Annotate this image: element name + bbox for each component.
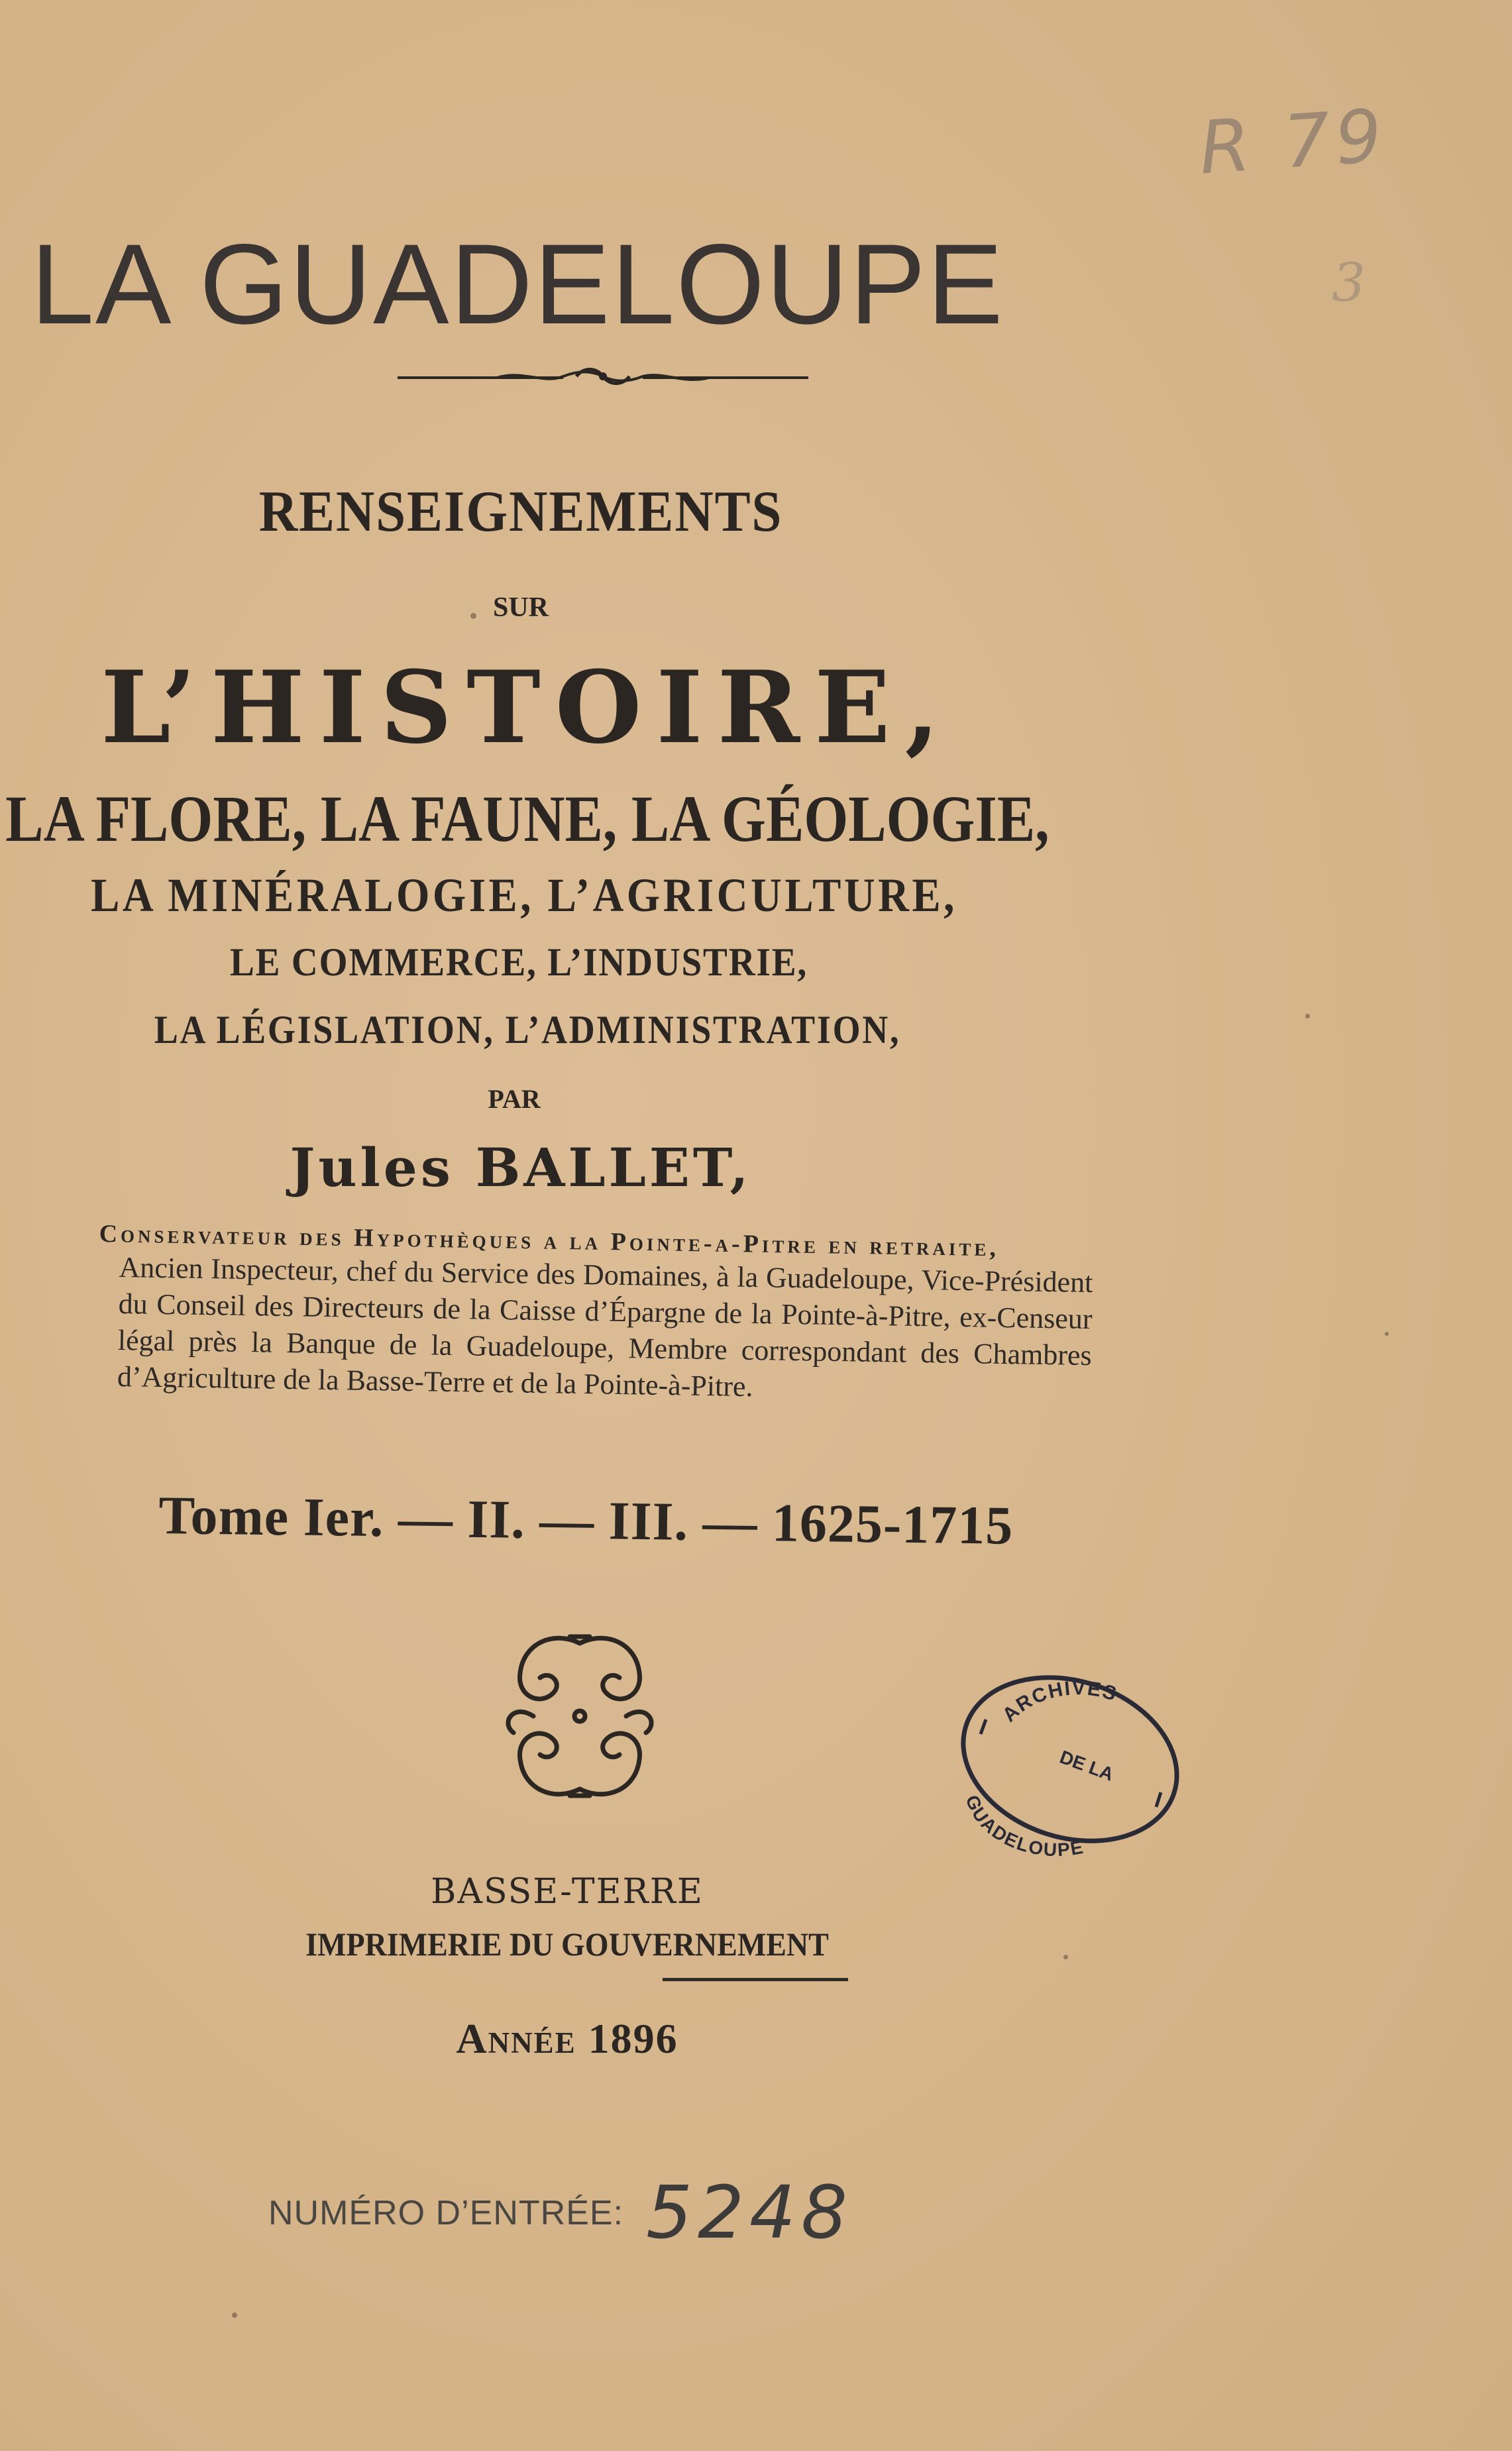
entry-number-handwritten: 5248 [646, 2170, 853, 2255]
connector-sur: SUR [492, 592, 549, 623]
paper-speck [470, 613, 476, 619]
title-histoire: L’HISTOIRE, [101, 649, 954, 766]
main-title: LA GUADELOUPE [30, 221, 1004, 348]
ornamental-rule [398, 363, 808, 390]
archives-stamp [954, 1660, 1186, 1859]
author-bio: Ancien Inspecteur, chef du Service des Domaines, à la Guadeloupe, Vice-Président du Conseil des Directeurs de la Caisse d’Épargne de la Pointe-à-Pitre, ex-Censeur légal près la Banque de la Guadeloupe, Membre correspondant des Chambres d’Agriculture de la Basse-Terre et de la Pointe-à-Pitre. [117, 1250, 1093, 1403]
fleuron-ornament-icon [487, 1623, 673, 1809]
author-role: Conservateur des Hypothèques a la Pointe-a-Pitre en retraite, [99, 1219, 1000, 1262]
svg-text:ARCHIVES [999, 1677, 1120, 1726]
entry-number-label: NUMÉRO D’ENTRÉE: [268, 2194, 624, 2232]
volume-line: Tome Ier. — II. — III. — 1625-1715 [158, 1485, 1014, 1556]
paper-speck [1385, 1332, 1389, 1336]
imprint-rule [663, 1978, 848, 1981]
shelfmark-handwritten: R 79 [1196, 93, 1390, 191]
stamp-text-middle: DE LA [1057, 1746, 1116, 1785]
margin-mark: 3 [1332, 252, 1366, 313]
subject-line-2: LA MINÉRALOGIE, L’AGRICULTURE, [91, 869, 957, 922]
imprint-printer: IMPRIMERIE DU GOUVERNEMENT [305, 1926, 829, 1963]
subject-line-3: LE COMMERCE, L’INDUSTRIE, [229, 940, 808, 984]
by-label: PAR [488, 1084, 541, 1114]
author-name: Jules BALLET, [290, 1136, 752, 1199]
paper-speck [232, 2313, 237, 2318]
paper-speck [1305, 1014, 1310, 1018]
paper-speck [1063, 1955, 1068, 1959]
subject-line-1: LA FLORE, LA FAUNE, LA GÉOLOGIE, [5, 782, 1050, 855]
imprint-city: BASSE-TERRE [431, 1872, 704, 1912]
imprint-year: Année 1896 [456, 2015, 678, 2062]
stamp-text-bottom: GUADELOUPE [961, 1792, 1086, 1859]
subject-line-4: LA LÉGISLATION, L’ADMINISTRATION, [154, 1008, 901, 1052]
stamp-text-top: ARCHIVES [998, 1677, 1120, 1727]
subtitle: RENSEIGNEMENTS [258, 480, 783, 544]
